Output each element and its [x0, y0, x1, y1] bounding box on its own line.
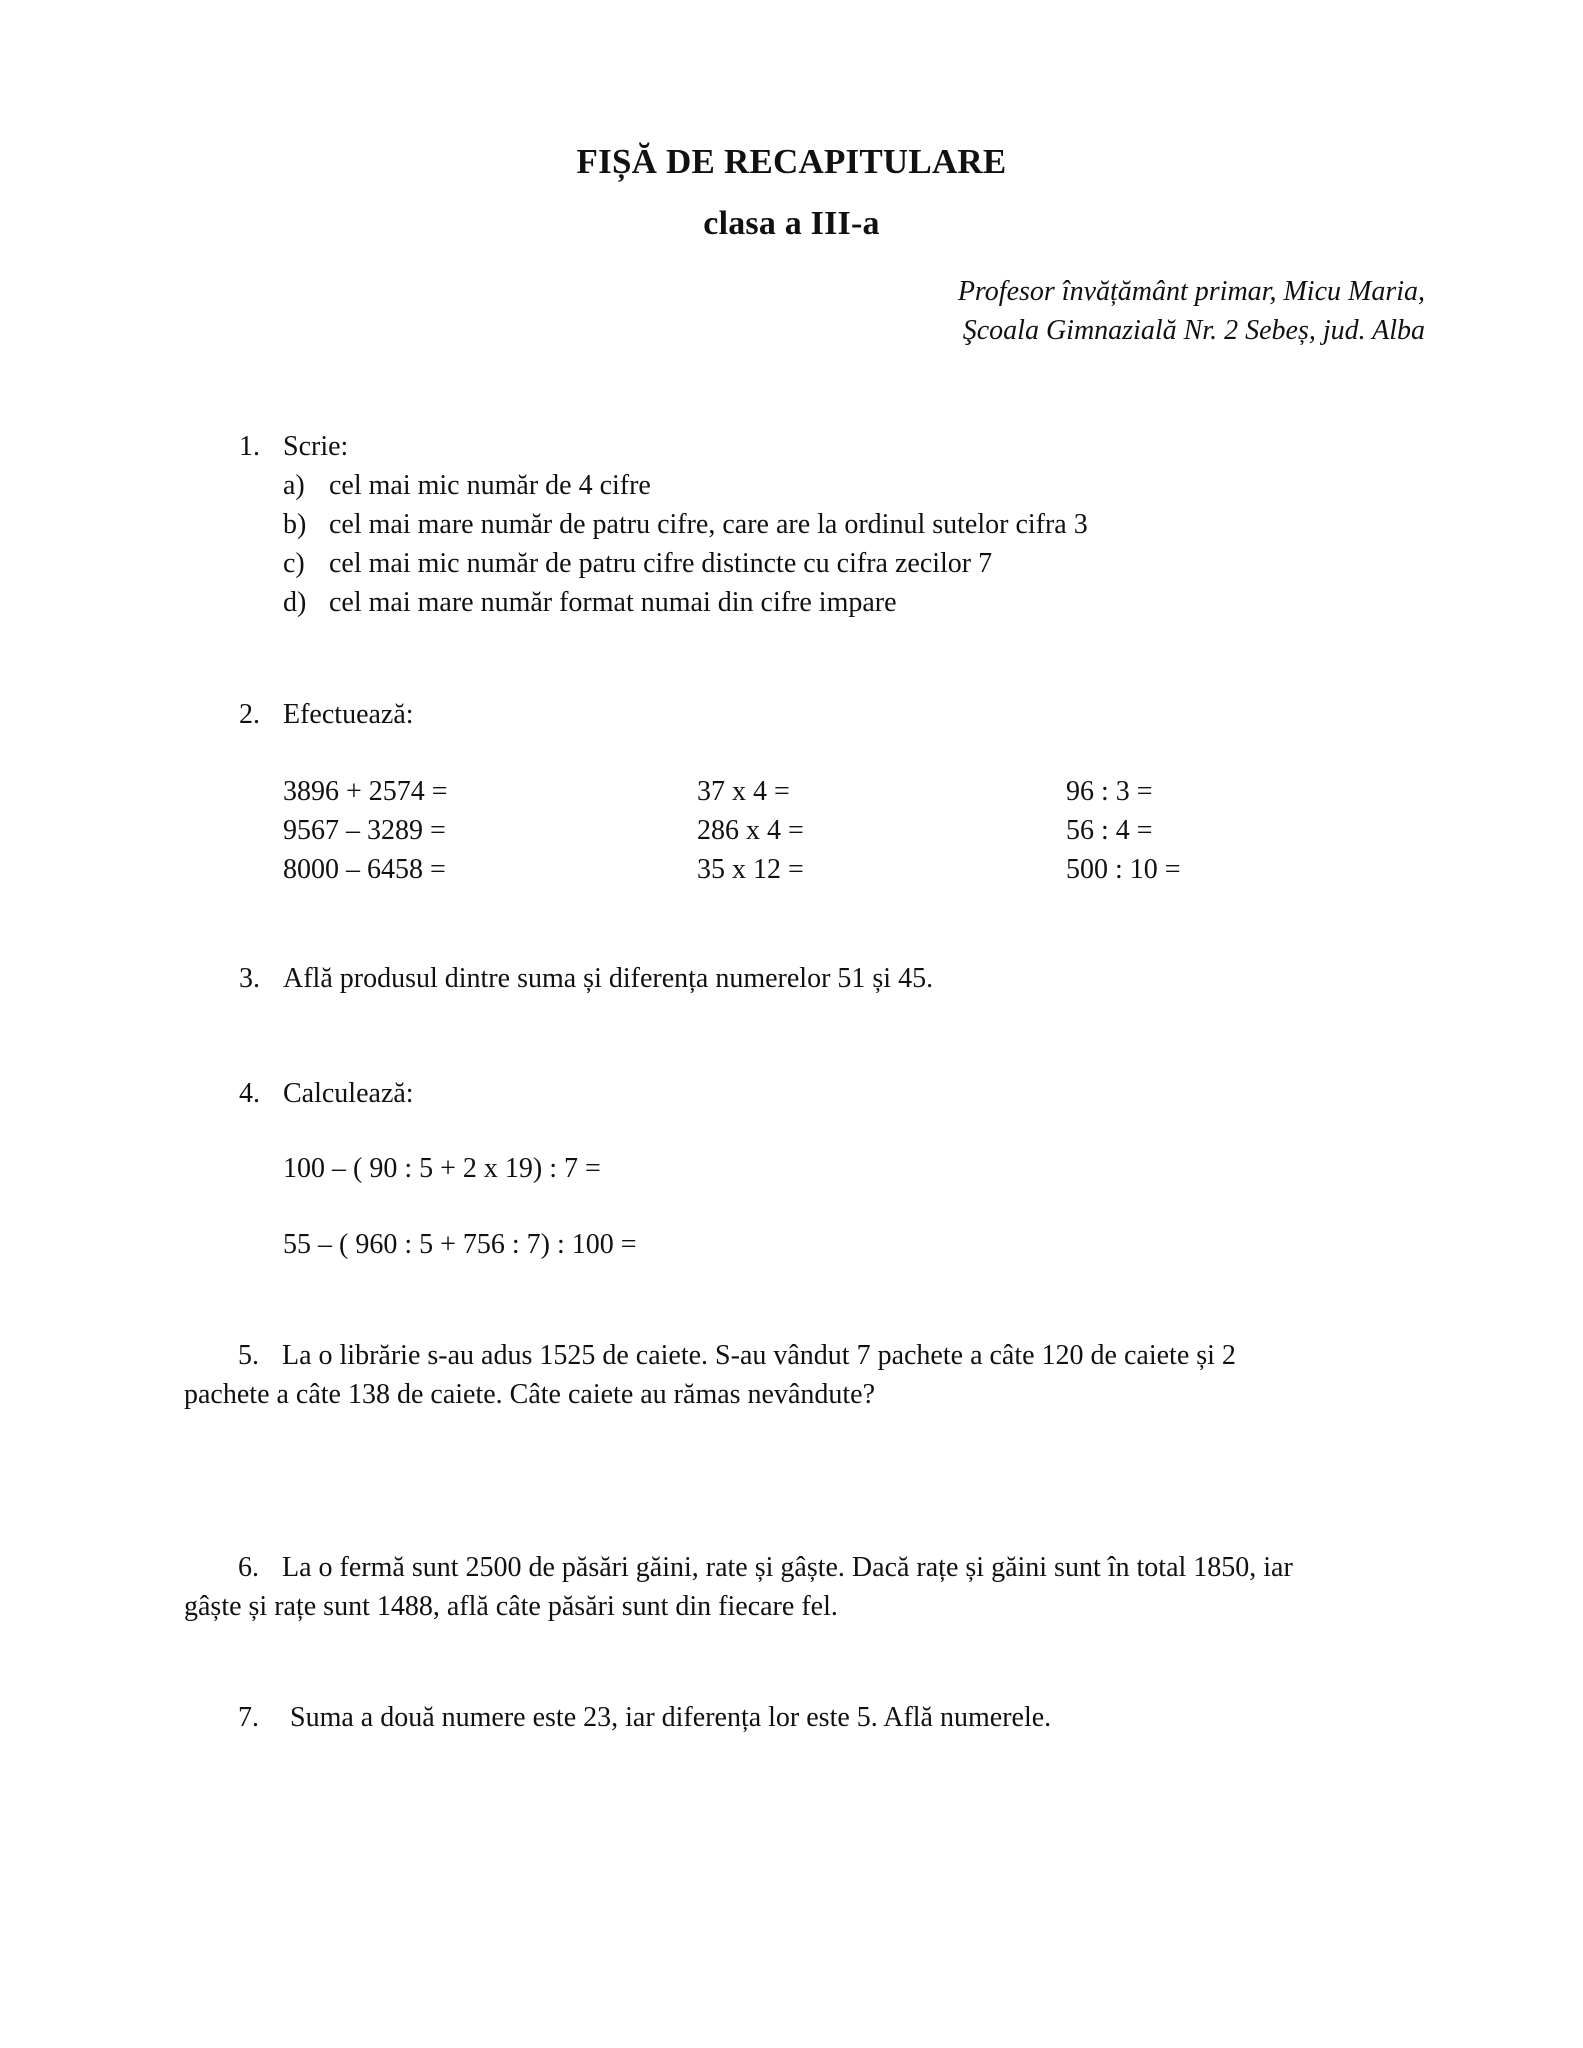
- exercise-6-line-2: gâște și rațe sunt 1488, află câte păsări sunt din fiecare fel.: [184, 1591, 838, 1622]
- operation: 56 : 4 =: [1066, 815, 1153, 846]
- operation: 3896 + 2574 =: [283, 776, 448, 807]
- item-text: cel mai mic număr de patru cifre distincte cu cifra zecilor 7: [329, 548, 993, 579]
- exercise-1-item-b: [283, 508, 1088, 542]
- operation: 286 x 4 =: [697, 815, 804, 846]
- exercise-number: 1.: [239, 431, 260, 462]
- exercise-text: Află produsul dintre suma și diferența numerelor 51 și 45.: [283, 963, 934, 994]
- exercise-6-line-1: [184, 1548, 1424, 1587]
- exercise-7: [238, 1701, 1051, 1735]
- operation: 8000 – 6458 =: [283, 854, 446, 885]
- exercise-4-expression-1: 100 – ( 90 : 5 + 2 x 19) : 7 =: [283, 1153, 601, 1184]
- item-text: cel mai mare număr de patru cifre, care are la ordinul sutelor cifra 3: [329, 509, 1088, 540]
- item-label: d): [283, 587, 307, 618]
- exercise-5: [184, 1336, 1424, 1414]
- exercise-4-heading: [239, 1077, 414, 1111]
- exercise-4-expression-2: 55 – ( 960 : 5 + 756 : 7) : 100 =: [283, 1229, 637, 1260]
- exercise-2-column-addition: [283, 772, 448, 889]
- exercise-2-heading: [239, 698, 414, 732]
- exercise-title: Calculează:: [283, 1078, 414, 1109]
- exercise-2-column-multiplication: [697, 772, 804, 889]
- item-text: cel mai mic număr de 4 cifre: [329, 470, 651, 501]
- exercise-2-column-division: [1066, 772, 1181, 889]
- exercise-6: [184, 1548, 1424, 1626]
- exercise-number: 2.: [239, 699, 260, 730]
- exercise-1-item-a: [283, 469, 651, 503]
- author-line-1: Profesor învățământ primar, Micu Maria,: [957, 276, 1425, 307]
- item-label: b): [283, 509, 307, 540]
- exercise-text: La o fermă sunt 2500 de păsări găini, rate și gâște. Dacă rațe și găini sunt în total 1850, iar: [282, 1552, 1293, 1583]
- exercise-number: 4.: [239, 1078, 260, 1109]
- operation: 9567 – 3289 =: [283, 815, 446, 846]
- item-text: cel mai mare număr format numai din cifre impare: [329, 587, 897, 618]
- exercise-1-item-d: [283, 586, 897, 620]
- author-block: [725, 272, 1425, 350]
- item-label: c): [283, 548, 305, 579]
- item-label: a): [283, 470, 305, 501]
- page-title: FIȘĂ DE RECAPITULARE: [576, 142, 1007, 181]
- exercise-5-line-1: [184, 1336, 1424, 1375]
- exercise-3: [239, 962, 933, 996]
- exercise-number: 5.: [238, 1340, 259, 1371]
- exercise-1-heading: [239, 430, 348, 464]
- exercise-title: Efectuează:: [283, 699, 414, 730]
- exercise-text: Suma a două numere este 23, iar diferența lor este 5. Află numerele.: [290, 1702, 1052, 1733]
- author-line-2: Şcoala Gimnazială Nr. 2 Sebeș, jud. Alba: [962, 315, 1425, 346]
- exercise-text: La o librărie s-au adus 1525 de caiete. S-au vândut 7 pachete a câte 120 de caiete și 2: [282, 1340, 1236, 1371]
- exercise-number: 6.: [238, 1552, 259, 1583]
- exercise-5-line-2: pachete a câte 138 de caiete. Câte caiete au rămas nevândute?: [184, 1379, 876, 1410]
- exercise-title: Scrie:: [283, 431, 349, 462]
- exercise-number: 7.: [238, 1702, 259, 1733]
- exercise-number: 3.: [239, 963, 260, 994]
- exercise-1-item-c: [283, 547, 992, 581]
- operation: 37 x 4 =: [697, 776, 790, 807]
- operation: 96 : 3 =: [1066, 776, 1153, 807]
- operation: 500 : 10 =: [1066, 854, 1181, 885]
- operation: 35 x 12 =: [697, 854, 804, 885]
- page-subtitle: clasa a III-a: [703, 205, 880, 242]
